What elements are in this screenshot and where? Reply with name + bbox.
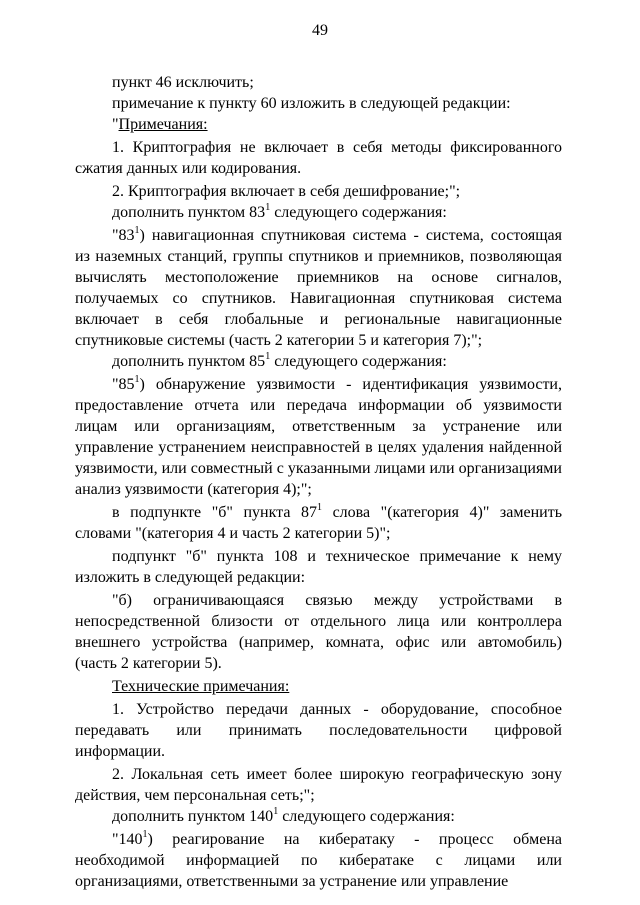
paragraph: "б) ограничивающаяся связью между устройствами в непосредственной близости от отдельного лица или контроллера внешнего устройства (например, комната, офис или автомобиль) (часть 2 категории 5). (75, 592, 562, 672)
paragraph: дополнить пунктом $83^1$ следующего содержания: (112, 201, 447, 221)
notes-heading: "Примечания: (112, 116, 208, 133)
paragraph: примечание к пункту 60 изложить в следующей редакции: (112, 95, 511, 112)
paragraph: в подпункте "б" пункта $87^1$ слова "(категория 4)" заменить словами "(категория 4 и часть 2 категории 5)"; (75, 501, 562, 542)
paragraph: "$140^1$) реагирование на кибератаку - процесс обмена необходимой информацией по кибератаке с лицами или организациями, ответственными за устранение или управление (75, 828, 562, 890)
paragraph: дополнить пунктом $85^1$ следующего содержания: (112, 350, 447, 370)
page-number: 49 (312, 22, 328, 39)
paragraph: "$83^1$) навигационная спутниковая система - система, состоящая из наземных станций, группы спутников и приемников, позволяющая вычислять местоположение приемников на основе сигналов, получаемых со спутников. Навигационная спутниковая система включает в себя глобальные и региональные навигационные спутниковые системы (часть 2 категории 5 и категория 7);"; (75, 224, 562, 349)
paragraph: 1. Устройство передачи данных - оборудование, способное передавать или принимать последовательности цифровой информации. (75, 701, 562, 760)
paragraph: 2. Локальная сеть имеет более широкую географическую зону действия, чем персональная сеть;"; (75, 766, 562, 804)
document-body (75, 72, 562, 892)
paragraph: подпункт "б" пункта 108 и техническое примечание к нему изложить в следующей редакции: (75, 548, 562, 586)
paragraph: 1. Криптография не включает в себя методы фиксированного сжатия данных или кодирования. (75, 139, 562, 177)
paragraph: 2. Криптография включает в себя дешифрование;"; (112, 183, 461, 200)
paragraph: "$85^1$) обнаружение уязвимости - идентификация уязвимости, предоставление отчета или передача информации об уязвимости лицам или организациям, ответственным за устранение или управление устранением неисправностей в целях удаления найденной уязвимости, или совместный с указанными лицами или организациями анализ уязвимости (категория 4);"; (75, 373, 562, 498)
paragraph: дополнить пунктом $140^1$ следующего содержания: (112, 805, 455, 825)
paragraph: пункт 46 исключить; (112, 74, 254, 91)
technical-notes-heading: Технические примечания: (112, 678, 290, 695)
